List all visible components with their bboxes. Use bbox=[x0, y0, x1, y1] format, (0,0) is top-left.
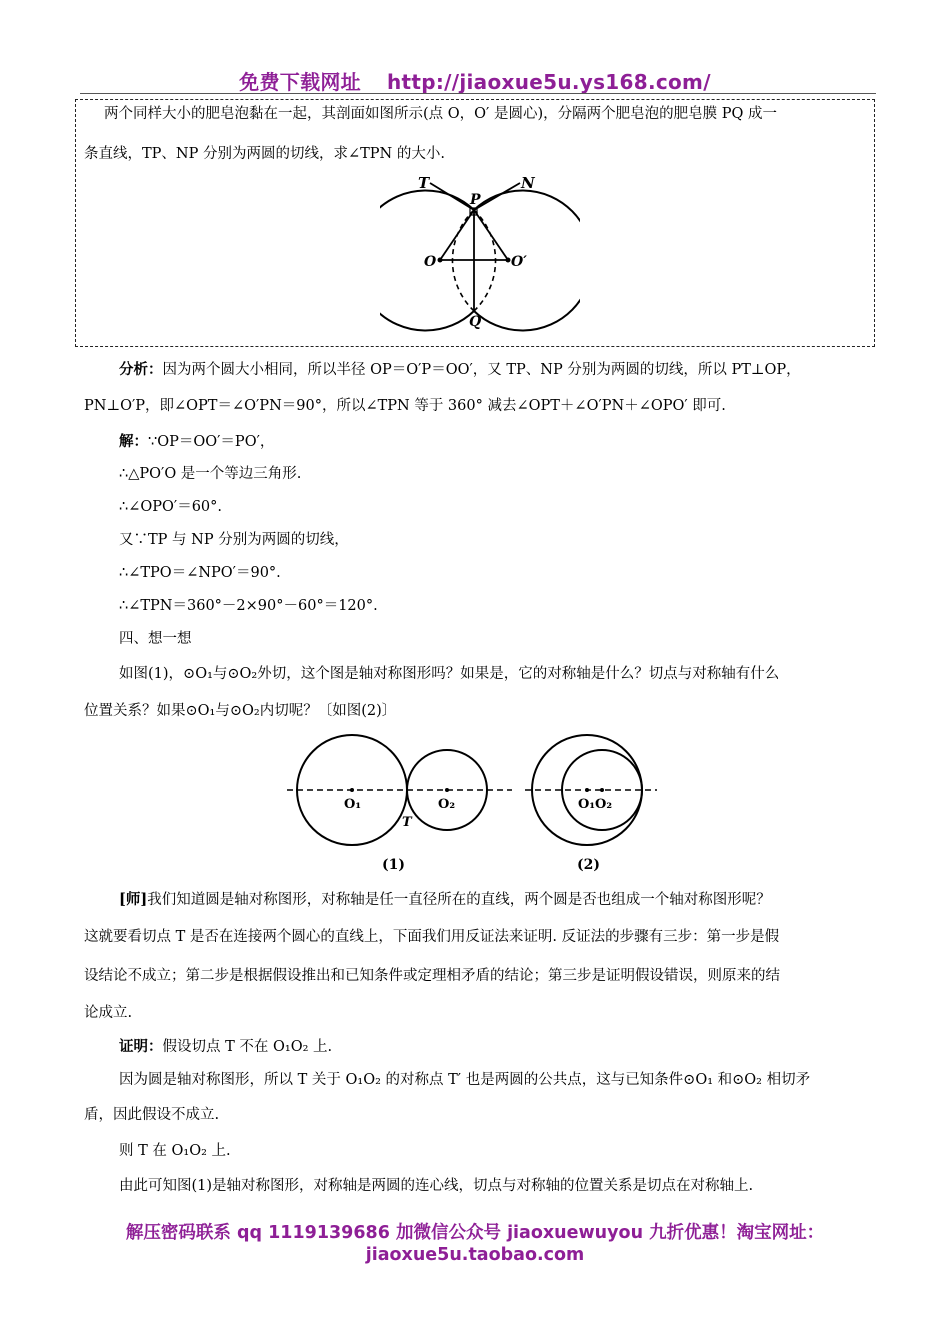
analysis-line-1: 因为两个圆大小相同，所以半径 OP＝O′P＝OO′，又 TP、NP 分别为两圆的切线，所以 PT⊥OP， bbox=[162, 362, 801, 378]
teacher-label: [师] bbox=[119, 891, 148, 908]
tangent-np bbox=[474, 183, 520, 210]
problem-line-1: 两个同样大小的肥皂泡黏在一起，其剖面如图所示(点 O，O′ 是圆心)，分隔两个肥皂泡的肥皂膜 PQ 成一 bbox=[104, 106, 777, 122]
solution-label: 解： bbox=[119, 433, 148, 450]
problem-line-2: 条直线，TP、NP 分别为两圆的切线，求∠TPN 的大小. bbox=[84, 146, 445, 162]
figure-2-internal-tangency bbox=[525, 735, 657, 873]
proof-paragraph-1 bbox=[119, 1037, 332, 1057]
tangent-circles-figures bbox=[282, 734, 672, 879]
analysis-line-2: PN⊥O′P，即∠OPT＝∠O′PN＝90°，所以∠TPN 等于 360° 减去∠OPT＋∠O′PN＋∠OPO′ 即可. bbox=[84, 398, 726, 414]
fig1-label-t: T bbox=[402, 815, 412, 830]
fig1-center-o2 bbox=[445, 788, 449, 792]
fig2-caption: (2) bbox=[577, 857, 600, 873]
site-name: 免费下载网址 bbox=[239, 70, 361, 94]
fig2-center-o1 bbox=[585, 788, 589, 792]
teacher-line-1: 我们知道圆是轴对称图形，对称轴是任一直径所在的直线，两个圆是否也组成一个轴对称图形呢？ bbox=[147, 892, 771, 908]
fig1-label-o2: O₂ bbox=[438, 797, 456, 812]
teacher-paragraph-1 bbox=[119, 890, 771, 910]
segment-po-prime bbox=[474, 210, 508, 260]
fig1-center-o1 bbox=[350, 788, 354, 792]
point-o bbox=[438, 258, 443, 263]
think-heading: 四、想一想 bbox=[119, 631, 192, 647]
fig2-center-o2 bbox=[600, 788, 604, 792]
analysis-paragraph-1 bbox=[119, 360, 801, 380]
label-q: Q bbox=[469, 314, 482, 330]
figure-1-external-tangency bbox=[287, 735, 512, 873]
label-n: N bbox=[521, 174, 535, 192]
proof-line-1: 假设切点 T 不在 O₁O₂ 上. bbox=[162, 1039, 333, 1055]
proof-line-5: 由此可知图(1)是轴对称图形，对称轴是两圆的连心线，切点与对称轴的位置关系是切点在对称轴上. bbox=[119, 1178, 754, 1194]
solution-line-1: ∵OP＝OO′＝PO′， bbox=[148, 434, 275, 450]
solution-line-3: ∴∠OPO′＝60°. bbox=[119, 499, 223, 515]
solution-line-5: ∴∠TPO＝∠NPO′＝90°. bbox=[119, 565, 281, 581]
segment-po bbox=[440, 210, 474, 260]
fig2-label-o1o2: O₁O₂ bbox=[578, 797, 613, 812]
solution-line-4: 又∵TP 与 NP 分别为两圆的切线， bbox=[119, 532, 349, 548]
label-o-prime: O′ bbox=[511, 254, 527, 270]
proof-line-2: 因为圆是轴对称图形，所以 T 关于 O₁O₂ 的对称点 T′ 也是两圆的公共点，这与已知条件⊙O₁ 和⊙O₂ 相切矛 bbox=[119, 1072, 811, 1088]
fig1-label-o1: O₁ bbox=[344, 797, 362, 812]
think-line-1: 如图(1)，⊙O₁与⊙O₂外切，这个图是轴对称图形吗？如果是，它的对称轴是什么？切点与对称轴有什么 bbox=[119, 666, 780, 682]
analysis-label: 分析： bbox=[119, 361, 163, 378]
footer-line-1: 解压密码联系 qq 1119139686 加微信公众号 jiaoxuewuyou 九折优惠！淘宝网址： bbox=[125, 1223, 825, 1243]
footer-taobao-link[interactable]: jiaoxue5u.taobao.com bbox=[365, 1245, 585, 1265]
page-header bbox=[0, 66, 950, 95]
teacher-line-4: 论成立. bbox=[84, 1005, 133, 1021]
label-o: O bbox=[424, 254, 437, 270]
solution-paragraph-1 bbox=[119, 432, 274, 452]
proof-line-4: 则 T 在 O₁O₂ 上. bbox=[119, 1143, 231, 1159]
point-o-prime bbox=[506, 258, 511, 263]
proof-label: 证明： bbox=[119, 1038, 163, 1055]
teacher-line-3: 设结论不成立；第二步是根据假设推出和已知条件或定理相矛盾的结论；第三步是证明假设错误，则原来的结 bbox=[84, 968, 780, 984]
label-t: T bbox=[418, 174, 430, 192]
solution-line-6: ∴∠TPN＝360°－2×90°－60°＝120°. bbox=[119, 598, 378, 614]
download-url-link[interactable]: http://jiaoxue5u.ys168.com/ bbox=[386, 70, 711, 94]
proof-line-3: 盾，因此假设不成立. bbox=[84, 1107, 220, 1123]
tangent-tp bbox=[430, 183, 474, 210]
fig1-caption: (1) bbox=[382, 857, 405, 873]
think-line-2: 位置关系？如果⊙O₁与⊙O₂内切呢？〔如图(2)〕 bbox=[84, 703, 397, 719]
label-p: P bbox=[470, 192, 481, 208]
solution-line-2: ∴△PO′O 是一个等边三角形. bbox=[119, 466, 302, 482]
header-divider bbox=[80, 93, 876, 94]
soap-bubble-figure bbox=[380, 168, 580, 338]
teacher-line-2: 这就要看切点 T 是否在连接两个圆心的直线上，下面我们用反证法来证明. 反证法的步骤有三步：第一步是假 bbox=[84, 929, 780, 945]
